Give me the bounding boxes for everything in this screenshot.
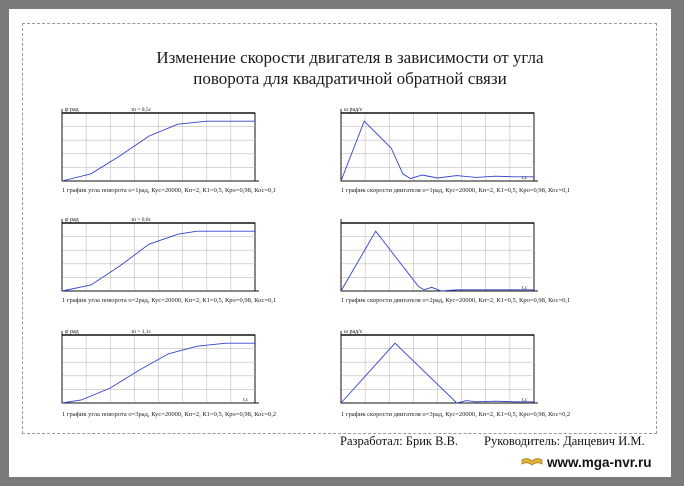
chart-angle-3 <box>56 325 261 409</box>
y-axis-label: φ рад <box>65 107 79 113</box>
title-line-1: Изменение скорости двигателя в зависимости от угла <box>156 48 544 67</box>
developer-credit: Разработал: Брик В.В. <box>340 434 459 448</box>
title-line-2: поворота для квадратичной обратной связи <box>193 69 507 88</box>
book-logo-icon <box>521 457 543 467</box>
chart-speed-2-svg <box>335 213 540 297</box>
chart-angle-3-svg <box>56 325 261 409</box>
x-axis-label: t,с <box>243 397 249 403</box>
page-title <box>90 47 610 89</box>
x-axis-label: t,с <box>522 285 528 291</box>
y-axis-label: ω рад/с <box>344 329 363 335</box>
chart-angle-1-caption: 1 график угла поворота о=1рад, Кус=20000, Кп=2, К1=0,5, Кpo=0,98, Кос=0,1 <box>62 187 277 194</box>
x-axis-label: t,с <box>522 397 528 403</box>
settling-time-annotation: tп = 0,5с <box>131 107 152 113</box>
chart-speed-3-caption: 1 график скорости двигателя о=3рад, Кус=20000, Кп=2, К1=0,5, Кpo=0,98, Кос=0,2 <box>341 411 571 418</box>
y-axis-label: φ рад <box>65 217 79 223</box>
website-link[interactable] <box>521 453 652 471</box>
chart-angle-1-svg <box>56 103 261 187</box>
chart-speed-2-caption: 1 график скорости двигателя о=2рад, Кус=20000, Кп=2, К1=0,5, Кpo=0,98, Кос=0,1 <box>341 297 571 304</box>
chart-angle-2-svg <box>56 213 261 297</box>
chart-speed-3-svg <box>335 325 540 409</box>
x-axis-label: t,с <box>522 175 528 181</box>
settling-time-annotation: tп = 0,8с <box>131 217 152 223</box>
chart-speed-1-caption: 1 график скорости двигателя о=1рад, Кус=20000, Кп=2, К1=0,5, Кpo=0,98, Кос=0,1 <box>341 187 571 194</box>
website-text: www.mga-nvr.ru <box>547 454 652 470</box>
chart-angle-1 <box>56 103 261 187</box>
y-axis-label: ω рад/с <box>344 107 363 113</box>
chart-speed-2 <box>335 213 540 297</box>
chart-speed-1-svg <box>335 103 540 187</box>
chart-angle-3-caption: 1 график угла поворота о=3рад, Кус=20000, Кп=2, К1=0,5, Кpo=0,98, Кос=0,2 <box>62 411 277 418</box>
chart-speed-1 <box>335 103 540 187</box>
chart-angle-2 <box>56 213 261 297</box>
chart-angle-2-caption: 1 график угла поворота о=2рад, Кус=20000, Кп=2, К1=0,5, Кpo=0,98, Кос=0,1 <box>62 297 277 304</box>
y-axis-label: φ рад <box>65 329 79 335</box>
chart-speed-3 <box>335 325 540 409</box>
supervisor-credit: Руководитель: Данцевич И.М. <box>484 434 645 448</box>
settling-time-annotation: tп = 1,1с <box>131 329 152 335</box>
